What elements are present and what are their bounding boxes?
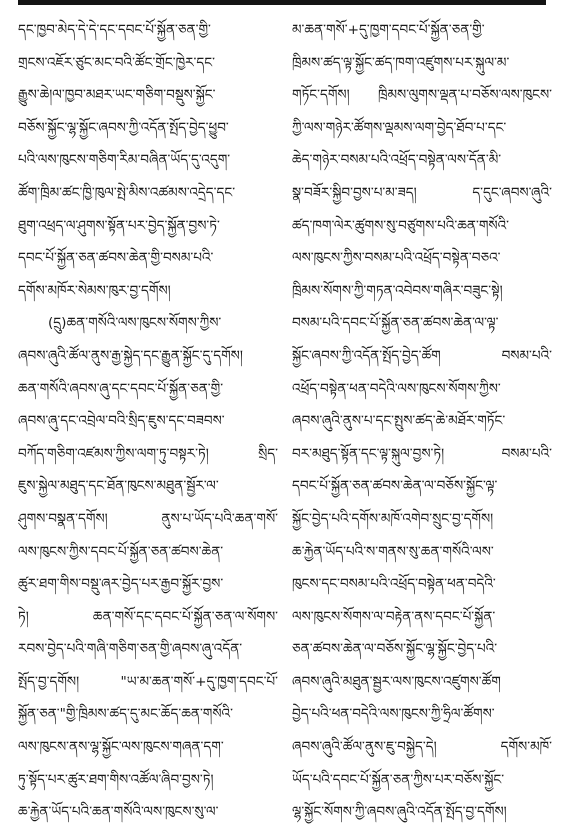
- right-column-line: བསམ་པའི་དབང་པོ་སྐྱོན་ཅན་ཚབས་ཆེན་ལ་ལྟ་: [292, 315, 499, 332]
- right-column-line: སྣ་བཟོར་སྐྱིབ་བྱས་པ་མ་ཟད། ད་དུང་ཞབས་ཞུའི་: [292, 184, 552, 201]
- left-text-column: [18, 14, 278, 829]
- right-column-line: བྱེད་པའི་ཕན་བདེའི་ལས་ཁུངས་ཀྱི་ཧྲིལ་ཚོགས་: [292, 706, 495, 723]
- right-column-line: མ་ཆན་གསོ་+དུ་ཁྱག་དབང་པོ་སྐྱོན་ཅན་གྱི་: [292, 22, 485, 38]
- left-column-line: ཚུར་ཐག་གིས་བསྡུ་ཞར་བྱེད་པར་རྒྱབ་སྐྱོར་བྱས་: [18, 576, 224, 593]
- right-column-line: ཅན་ཚབས་ཆེན་ལ་བཅོས་སྐྱོང་ལྷ་སྐྱོང་བྱེད་པའི་: [292, 641, 498, 658]
- left-column-line: ཇུས་སྐྱེལ་མཐུད་དང་ཐོན་ཁུངས་མཐུན་སྦྱོར་ལ་: [18, 478, 219, 495]
- left-column-line: (དྲུ)ཆན་གསོའི་ལས་ཁུངས་སོགས་ཀྱིས་: [48, 315, 222, 332]
- left-column-line: གྲངས་འཇོར་ཙུང་མང་བའི་ཚོང་གྲོང་ཁྱེར་དང་: [18, 54, 215, 71]
- right-text-column: [292, 14, 552, 829]
- right-column-line: ཡོད་པའི་དབང་པོ་སྐྱོན་ཅན་ཀྱིས་པར་བཅོས་སྐྱོང་: [292, 771, 505, 788]
- right-column-line: ཚད་ཁག་ལེར་ཚུགས་སུ་བཙུགས་པའི་ཆན་གསོའི་: [292, 217, 510, 234]
- left-column-line: དགོས་མཁོར་སེམས་ཁུར་བྱ་དགོས།: [18, 282, 171, 299]
- right-column-line: ལས་ཁུངས་ཀྱིས་བསམ་པའི་འཕྲོད་བསྟེན་བཅའ་: [292, 250, 501, 267]
- left-column-line: སྐྱོན་ཅན་"གྱི་ཁྲིམས་ཚད་དུ་མང་ཆོད་ཆན་གསོའི་: [18, 706, 233, 723]
- right-column-line: ཆ་རྐྱེན་ཡོད་པའི་ས་གནས་སུ་ཆན་གསོའི་ལས་: [292, 543, 494, 560]
- left-column-line: ལས་ཁུངས་ནས་ལྷ་སྐྱོང་ལས་ཁུངས་གཞན་དག་: [18, 739, 224, 756]
- right-column-line: ཆེད་གཉེར་བསམ་པའི་འཕྲོད་བསྟེན་ལས་དོན་མི་: [292, 152, 502, 169]
- left-column-line: སྤོད་བྱ་དགོས། "ཡ་མ་ཆན་གསོ་+དུ་ཁྱག་དབང་པོ་: [18, 673, 278, 690]
- right-column-line: ཞབས་ཞུའི་མཐུན་སྦྱར་ལས་ཁུངས་འཛུགས་ཚོག: [292, 673, 501, 690]
- right-column-line: ཁྲིམས་ཚད་ལྟ་སྐྱོང་ཚད་ཁག་འཛུགས་པར་སྐུལ་མ་: [292, 54, 510, 71]
- left-column-line: ཆ་རྐྱེན་ཡོད་པའི་ཆན་གསོའི་ལས་ཁུངས་སུ་ལ་: [18, 804, 219, 821]
- right-column-line: ཁྲིམས་སོགས་ཀྱི་གཏན་འབེབས་གཞིར་བཟུང་སྟེ།: [292, 282, 503, 299]
- left-column-line: ལས་ཁུངས་ཀྱིས་དབང་པོ་སྐྱོན་ཅན་ཚབས་ཆེན་: [18, 543, 224, 560]
- left-column-line: དབང་པོ་སྐྱོན་ཅན་ཚབས་ཆེན་གྱི་བསམ་པའི་: [18, 250, 214, 267]
- left-column-line: བཀོད་གཅིག་འཛམས་ཀྱིས་ལག་ཏུ་བསྟར་ཏེ། སྲིད་: [18, 445, 278, 462]
- right-column-line: ཞབས་ཞུའི་ཚོལ་ནུས་ཇུ་བསྐྱེད་དེ། དགོས་མཁོ་: [292, 739, 552, 756]
- right-column-line: དབང་པོ་སྐྱོན་ཅན་ཚབས་ཆེན་ལ་བཅོས་སྐྱོང་ལྟ་: [292, 478, 498, 495]
- left-column-line: པའི་ལས་ཁུངས་གཅིག་རིམ་བཞིན་ཡོད་དུ་འདུག་: [18, 152, 231, 169]
- left-column-line: རབས་བྱེད་པའི་གཞི་གཅིག་ཅན་གྱི་ཞབས་ཞུ་འདོན་: [18, 641, 243, 658]
- left-column-line: ཆན་གསོའི་ཞབས་ཞུ་དང་དབང་པོ་སྐྱོན་ཅན་གྱི་: [18, 380, 224, 397]
- left-column-line: ཤུགས་བསྣན་དགོས། ནུས་པ་ཡོད་པའི་ཆན་གསོ་: [18, 510, 278, 527]
- left-column-line: ཏེ། ཆན་གསོ་དང་དབང་པོ་སྐྱོན་ཅན་ལ་སོགས་: [18, 608, 278, 625]
- left-column-line: ཐུག་འཕྲད་ལ་ཤུགས་སྟོན་པར་བྱེད་སྐྱོན་བྱས་ཏེ་: [18, 217, 220, 234]
- left-column-line: ཏུ་སྟོད་པར་ཚུར་ཐག་གིས་འཚོལ་ཞིབ་བྱས་ཏེ།: [18, 771, 214, 788]
- right-column-line: ཞབས་ཞུའི་ནུས་པ་དང་སྤུས་ཚད་ཆེ་མཐོར་གཏོང་: [292, 413, 506, 430]
- left-column-line: ཞབས་ཞུ་དང་འབྲེལ་བའི་སྲིད་ཇུས་དང་བཟབས་: [18, 413, 225, 430]
- right-column-line: ལས་ཁུངས་སོགས་ལ་བརྟེན་ནས་དབང་པོ་སྐྱོན་: [292, 608, 496, 625]
- left-column-line: རྒྱུས་ཆེ།ལ་ཁྱབ་མཐར་ཡང་གཅིག་བསྡུས་སྐྱོང་: [18, 87, 216, 104]
- right-column-line: བར་མཐུད་སྟོན་དང་ལྟ་སྐུལ་བྱས་ཏེ། བསམ་པའི་: [292, 445, 552, 462]
- right-column-line: གཏོང་དགོས། ཁྲིམས་ལུགས་ལྡན་པ་བཅོས་ལས་ཁུངས་: [292, 87, 552, 104]
- right-column-line: ལྷ་སྐྱོང་སོགས་ཀྱི་ཞབས་ཞུའི་འདོན་སྤོད་བྱ་དགོས།: [292, 804, 507, 821]
- right-column-line: འཕྲོད་བསྟེན་ཕན་བདེའི་ལས་ཁུངས་སོགས་ཀྱིས་: [292, 380, 501, 397]
- header-rule: [18, 0, 546, 5]
- left-column-line: ཚོག་ཁྲིམ་ཚང་ཁྱི་ཁུལ་སྤེ་མིས་འཚམས་འདྲེད་དང་: [18, 184, 236, 201]
- left-column-line: ཞབས་ཞུའི་ཚོལ་ནུས་རྒྱ་སྐྱེད་དང་རྒྱུན་སྐྱོང་དུ་དགོས།: [18, 347, 243, 364]
- left-column-line: དང་ཁྱབ་མེད་དེ་དེ་དང་དབང་པོ་སྐྱོན་ཅན་གྱི་: [18, 22, 211, 38]
- right-column-line: ཁུངས་དང་བསམ་པའི་འཕྲོད་བསྟེན་ཕན་བདེའི་: [292, 576, 496, 593]
- right-column-line: སྐྱོང་ཞབས་ཀྱི་འདོན་སྤོད་བྱེད་ཚོག བསམ་པའི་: [292, 347, 552, 364]
- right-column-line: ཀྱི་ལས་གཉེར་ཚོགས་ལྡམས་ལག་བྱེད་ཐོབ་པ་དང་: [292, 119, 507, 136]
- right-column-line: སྐྱོང་བྱེད་པའི་དགོས་མཁོ་འགེབ་སྲུང་བྱ་དགོས།: [292, 510, 494, 527]
- left-column-line: བཅོས་སྐྱོང་ལྷ་སྐྱོང་ཞབས་ཀྱི་འདོན་སྤོད་བྱེད་ཕྱུབ་: [18, 119, 229, 136]
